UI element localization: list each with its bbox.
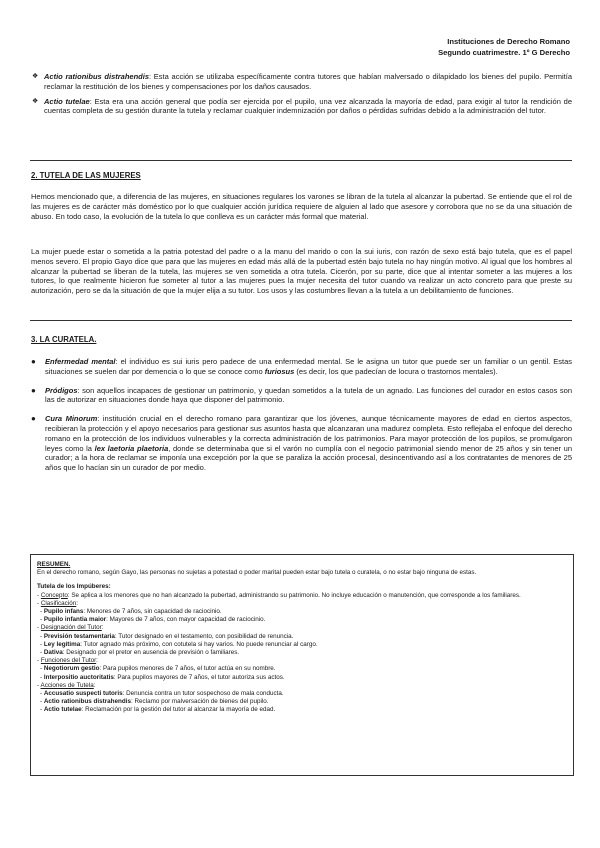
section-title: 3. LA CURATELA.: [31, 335, 97, 344]
item-text: : Esta acción se utilizaba específicamente contra tutores que habían malversado o dilapidado los bienes del pupilo. Permitía reclamar la restitución de los bienes y compensaciones por los daños causados.: [44, 72, 572, 91]
list-item: - Actio tutelae: Reclamación por la gestión del tutor al alcanzar la mayoría de edad.: [40, 706, 276, 714]
paragraph: La mujer puede estar o sometida a la patria potestad del padre o a la manu del marido o con la sui iuris, con razón de sexo está bajo tutela, que es el papel menos severo. El propio Gayo dice que para que las mujeres en edad más allá de la pubertad estén bajo tutela no hay ningún motivo. Al igual que los hombres al alcanzar la pubertad se liberan de la tutela, las mujeres se ven sometida a otra tutela. Cicerón, por su parte, dice que al intentar someter a las mujeres a los tutores, lo que realmente hicieron fue someter al tutor a las mujeres pues la mujer necesita del tutor cuando va realizar un acto concreto para que preste su autorización, pero se da la situación de que la mujer elija a su tutor. Los usos y las costumbres llevan a la tutela a un debilitamiento de funciones.: [31, 247, 572, 296]
item-title: Actio tutelae: [44, 96, 90, 106]
list-item: - Interpositio auctoritatis: Para pupilos mayores de 7 años, el tutor autoriza sus actos.: [40, 673, 285, 681]
divider: [30, 320, 572, 321]
divider: [30, 160, 572, 161]
list-item: - Accusatio suspecti tutoris: Denuncia contra un tutor sospechoso de mala conducta.: [40, 690, 284, 698]
funciones-label: Funciones del Tutor: [40, 657, 97, 665]
acciones-label: Acciones de Tutela: [40, 681, 94, 689]
list-item: ● Cura Minorum: institución crucial en el derecho romano para garantizar que los jóvenes, aunque técnicamente mayores de edad en ciertos aspectos, recibieran la protección y el apoyo necesarios para gestionar sus asuntos hasta que alcanzaran una madurez completa. Esto reflejaba el enfoque del derecho romano en la protección de los individuos vulnerables y la correcta administración de los patrimonios. Para mayor protección de los pupilos, se promulgaron leyes como la lex laetoria plaetoria, donde se determinaba que si el varón no cumplía con el negocio patrimonial siendo menor de 25 años y sin tener un curador; a la hora de reclamar se imponía una excepción por la que se paraliza la acción procesal, desincentivando así a los contratantes de menores de 25 años que lo hacían sin un curador de por medio.: [31, 414, 572, 473]
item-title: Actio rationibus distrahendis: [44, 72, 150, 81]
list-item: - Pupilo infans: Menores de 7 años, sin capacidad de raciocinio.: [40, 608, 222, 616]
course-term: Segundo cuatrimestre. 1º G Derecho: [438, 48, 570, 57]
bullet-icon: ●: [31, 414, 36, 424]
item-text: : Esta era una acción general que podía ser ejercida por el pupilo, una vez alcanzada la mayoría de edad, para exigir al tutor la rendición de cuentas completa de su gestión durante la tutela y reclamar cualquier indemnización por daños o pérdidas sufridas debido a la administración del tutor.: [44, 96, 572, 116]
list-item: - Pupilo infantia maior: Mayores de 7 años, con mayor capacidad de raciocinio.: [40, 616, 266, 624]
list-item: - Ley legítima: Tutor agnado más próximo, con cotutela si hay varios. No puede renunciar al cargo.: [40, 640, 318, 648]
page-header: [438, 36, 570, 58]
bullet-icon: ●: [31, 385, 36, 395]
list-item: ● Pródigos: son aquellos incapaces de gestionar un patrimonio, y quedan sometidos a la tutela de un agnado. Las funciones del curador en estos casos son las de autorizar en situaciones donde haya que disponer del patrimonio.: [31, 385, 572, 405]
item-title: Pródigos: [45, 385, 78, 395]
bullet-icon: ●: [31, 357, 36, 366]
concepto-line: - Concepto: Se aplica a los menores que no han alcanzado la pubertad, administrando su patrimonio. No incluye educación o manutención, que corresponde a los familiares.: [37, 591, 521, 599]
list-item: - Negotiorum gestio: Para pupilos menores de 7 años, el tutor actúa en su nombre.: [40, 665, 276, 673]
list-item: - Dativa: Designado por el pretor en ausencia de previsión o familiares.: [40, 649, 240, 657]
summary-heading: Tutela de los Impúberes:: [37, 583, 111, 591]
item-title: Cura Minorum: [45, 414, 98, 424]
designacion-label: Designación del Tutor: [40, 624, 102, 632]
diamond-bullet-icon: ❖: [32, 97, 39, 105]
list-item: [32, 97, 572, 117]
list-item: ● Enfermedad mental: el individuo es sui iuris pero padece de una enfermedad mental. Se le asigna un tutor que puede ser un familiar o un gentil. Estas situaciones se suelen dar por demencia o lo que se conoce como furiosus (es decir, los que padecían de locura o trastornos mentales).: [31, 357, 572, 376]
summary-box: RESUMEN. En el derecho romano, según Gayo, las personas no sujetas a potestad o poder marital pueden estar bajo tutela o curatela, o no estar bajo ninguna de estas. Tutela de los Impúberes: - Concepto: Se aplica a los menores que no han alcanzado la pubertad, administrando su patrimonio. No incluye educación o manutención, que corresponde a los familiares. - Clasificación: - Pupilo infans: Menores de 7 años, sin capacidad de raciocinio. - Pupilo infantia maior: Mayores de 7 años, con mayor capacidad de raciocinio. - Designación del Tutor: - Previsión testamentaria: Tutor designado en el testamento, con posibilidad de renuncia. - Ley legítima: Tutor agnado más próximo, con cotutela si hay varios. No puede renunciar al cargo. - Dativa: Designado por el pretor en ausencia de previsión o familiares. - Funciones del Tutor: - Negotiorum gestio: Para pupilos menores de 7 años, el tutor actúa en su nombre. - Interpositio auctoritatis: Para pupilos mayores de 7 años, el tutor autoriza sus actos. - Acciones de Tutela: - Accusatio suspecti tutoris: Denuncia contra un tutor sospechoso de mala conducta. - Actio rationibus distrahendis: Reclamo por malversación de bienes del pupilo. - Actio tutelae: Reclamación por la gestión del tutor al alcanzar la mayoría de edad.: [30, 554, 574, 776]
list-item: [32, 72, 572, 92]
paragraph: Hemos mencionado que, a diferencia de las mujeres, en situaciones regulares los varones se libran de la tutela al alcanzar la pubertad. Se entiende que el rol de las mujeres es de carácter más doméstico por lo que cualquier acción jurídica requiere de alguien al lado que asesore y corrobora que no se da una situación de abuso. En todo caso, la evolución de la tutela lo que conlleva es un carácter más formal que material.: [31, 192, 572, 221]
curatela-list: [31, 357, 572, 482]
summary-intro: En el derecho romano, según Gayo, las personas no sujetas a potestad o poder marital pueden estar bajo tutela o curatela, o no estar bajo ninguna de estas.: [37, 569, 477, 577]
clasificacion-label: Clasificación: [40, 599, 77, 607]
diamond-bullet-icon: ❖: [32, 73, 39, 80]
item-title: Enfermedad mental: [45, 357, 116, 366]
summary-title: RESUMEN.: [37, 561, 71, 568]
list-item: - Actio rationibus distrahendis: Reclamo por malversación de bienes del pupilo.: [40, 698, 269, 706]
actions-list: [32, 72, 572, 121]
course-title: Instituciones de Derecho Romano: [447, 37, 570, 46]
section-title: 2. TUTELA DE LAS MUJERES: [31, 171, 141, 180]
list-item: - Previsión testamentaria: Tutor designado en el testamento, con posibilidad de renuncia.: [40, 632, 294, 640]
